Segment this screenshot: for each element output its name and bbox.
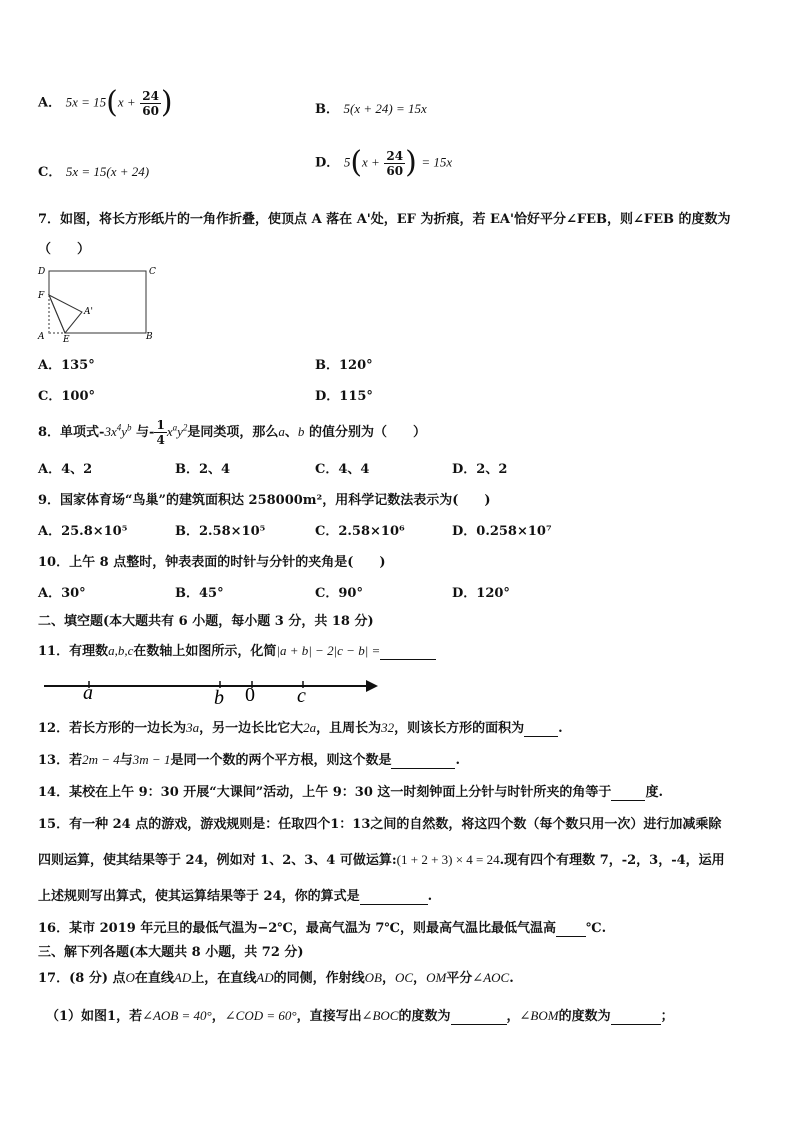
denominator: 60 xyxy=(142,103,159,118)
text: ，直接写出 xyxy=(296,1009,362,1024)
text: 、 xyxy=(284,425,298,440)
text: 8．单项式- xyxy=(38,425,105,440)
answer-blank[interactable] xyxy=(380,644,436,660)
answer-blank[interactable] xyxy=(451,1009,507,1025)
text: 的度数为 xyxy=(398,1009,451,1024)
text: ，另一边长比它大 xyxy=(199,721,304,736)
section-heading: 三、解下列各题(本大题共 8 小题，共 72 分) xyxy=(38,945,304,960)
fraction xyxy=(140,89,161,118)
text: 是同类项，那么 xyxy=(187,425,279,440)
math-text: AD xyxy=(173,970,192,985)
text: 四则运算，使其结果等于 24，例如对 1、2、3、4 可做运算: xyxy=(38,853,397,868)
text: 在数轴上如图所示，化简 xyxy=(133,644,277,659)
q15-line1: 15．有一种 24 点的游戏，游戏规则是：任取四个1：13之间的自然数，将这四个数（每个数只用一次）进行加减乘除 xyxy=(38,817,722,832)
math-text: (1 + 2 + 3) × 4 = 24 xyxy=(396,852,500,867)
q7-option-d: D．115° xyxy=(315,389,373,404)
answer-blank[interactable] xyxy=(611,785,645,801)
math-text: 32 xyxy=(381,720,395,735)
denominator: 4 xyxy=(156,433,165,447)
math-text: ∠AOC xyxy=(472,970,510,985)
math-text: 3x xyxy=(104,424,117,439)
math-text: 2a xyxy=(303,720,317,735)
math-text: 3m − 1 xyxy=(132,752,171,767)
q11-stem xyxy=(38,640,436,660)
q12-stem xyxy=(38,717,563,737)
math-text: O xyxy=(125,970,135,985)
text: . xyxy=(558,721,563,736)
math-text: y xyxy=(177,424,183,439)
answer-blank[interactable] xyxy=(524,721,558,737)
math-text: ∠AOB = 40° xyxy=(142,1008,212,1023)
q8-option-d: D．2、2 xyxy=(452,462,508,477)
text: ， xyxy=(211,1009,225,1024)
text: 与- xyxy=(136,425,155,440)
math-text: a,b,c xyxy=(108,643,134,658)
math-text: 5x = 15(x + 24) xyxy=(65,164,150,179)
label-a: A xyxy=(38,332,45,342)
q8-option-a: A．4、2 xyxy=(38,462,93,477)
text: 度. xyxy=(645,785,663,800)
answer-blank[interactable] xyxy=(556,921,586,937)
text: ，且周长为 xyxy=(316,721,382,736)
number-line xyxy=(40,676,385,706)
text: ，则该长方形的面积为 xyxy=(394,721,525,736)
label-b: B xyxy=(146,332,153,342)
q10-option-b: B．45° xyxy=(175,586,224,601)
text: 在直线 xyxy=(134,971,174,986)
text: 13．若 xyxy=(38,753,83,768)
q10-stem: 10．上午 8 点整时，钟表表面的时针与分针的夹角是( ) xyxy=(38,555,386,570)
q10-option-c: C．90° xyxy=(315,586,363,601)
text: 11．有理数 xyxy=(38,644,109,659)
math-text: ∠BOC xyxy=(361,1008,399,1023)
math-text: 2m − 4 xyxy=(82,752,120,767)
option-label: C． xyxy=(38,165,62,180)
q7-paren: （ ） xyxy=(38,242,91,257)
q6-option-a xyxy=(38,85,173,120)
q15-line2 xyxy=(38,849,725,868)
option-label: A． xyxy=(38,95,62,111)
math-text: = 15x xyxy=(421,154,453,170)
q10-option-d: D．120° xyxy=(452,586,510,601)
text: 14．某校在上午 9：30 开展“大课间”活动，上午 9：30 这一时刻钟面上分针与时针所夹的角等于 xyxy=(38,785,612,800)
math-text: 3a xyxy=(186,720,200,735)
math-text: ∠COD = 60° xyxy=(224,1008,297,1023)
text: 的值分别为（ ） xyxy=(308,425,426,440)
label-b: b xyxy=(214,687,224,706)
q7-stem: 7．如图，将长方形纸片的一角作折叠，使顶点 A 落在 A'处，EF 为折痕，若 EA'恰好平分∠FEB，则∠FEB 的度数为 xyxy=(38,212,731,227)
math-text: x xyxy=(166,424,173,439)
q15-line3 xyxy=(38,885,432,905)
paren-close: ) xyxy=(160,85,173,120)
option-label: D． xyxy=(315,155,340,171)
fraction xyxy=(154,418,166,447)
crease-ef xyxy=(49,295,65,333)
label-c: c xyxy=(297,685,306,706)
math-text: AD xyxy=(256,970,274,985)
math-text: a xyxy=(278,424,285,439)
q7-figure xyxy=(34,262,164,342)
math-text: y xyxy=(121,424,128,439)
text: .现有四个有理数 7，-2，3，-4，运用 xyxy=(499,853,725,868)
q9-option-d: D．0.258×10⁷ xyxy=(452,524,552,539)
numerator: 24 xyxy=(142,88,159,103)
text: 12．若长方形的一边长为 xyxy=(38,721,187,736)
answer-blank[interactable] xyxy=(360,889,428,905)
q16-stem xyxy=(38,917,606,937)
math-text: b xyxy=(297,424,305,439)
section-heading: 二、填空题(本大题共有 6 小题，每小题 3 分，共 18 分) xyxy=(38,614,374,629)
q7-option-a: A．135° xyxy=(38,358,95,373)
q6-option-b xyxy=(315,98,427,117)
paren-open: ( xyxy=(106,85,118,120)
math-text: OB xyxy=(364,970,382,985)
math-text: OM xyxy=(426,970,447,985)
label-a-prime: A' xyxy=(84,307,93,317)
q17-stem xyxy=(38,967,514,986)
option-label: B． xyxy=(315,102,339,117)
exponent: 2 xyxy=(182,422,188,433)
text: 17．(8 分) 点 xyxy=(38,971,126,986)
exponent: a xyxy=(172,422,178,433)
math-text: x + xyxy=(117,94,136,110)
arrow-head xyxy=(366,680,378,692)
text: . xyxy=(427,889,433,904)
math-text: 5x = 15 xyxy=(65,94,107,110)
label-a: a xyxy=(83,682,93,704)
exponent: b xyxy=(127,422,132,433)
q9-stem: 9．国家体育场“鸟巢”的建筑面积达 258000m²，用科学记数法表示为( ) xyxy=(38,493,491,508)
math-text: x + xyxy=(362,154,380,170)
answer-blank[interactable] xyxy=(611,1009,661,1025)
q9-option-a: A．25.8×10⁵ xyxy=(38,524,128,539)
text: （1）如图1，若 xyxy=(46,1009,143,1024)
q6-option-c xyxy=(38,161,149,180)
folded-triangle xyxy=(49,295,82,333)
paren-open: ( xyxy=(350,145,363,180)
math-text: OC xyxy=(394,970,414,985)
paren-close: ) xyxy=(405,145,417,180)
text: 上，在直线 xyxy=(191,971,257,986)
q6-option-d xyxy=(315,145,453,180)
text: ℃. xyxy=(586,921,607,936)
q14-stem xyxy=(38,781,663,801)
math-text: 5 xyxy=(343,154,351,170)
label-f: F xyxy=(38,291,45,301)
text: 16．某市 2019 年元旦的最低气温为−2℃，最高气温为 7℃，则最高气温比最低气温高 xyxy=(38,921,556,936)
fraction xyxy=(384,149,405,178)
q9-option-c: C．2.58×10⁶ xyxy=(315,524,405,539)
text: . xyxy=(455,753,460,768)
label-e: E xyxy=(63,335,70,342)
math-text: 5(x + 24) = 15x xyxy=(343,101,427,116)
math-text: |a + b| − 2|c − b| = xyxy=(276,643,381,658)
text: 上述规则写出算式，使其运算结果等于 24，你的算式是 xyxy=(38,889,360,904)
q17-sub1 xyxy=(46,1005,674,1025)
q8-option-b: B．2、4 xyxy=(175,462,231,477)
q8-stem xyxy=(38,418,426,447)
numerator: 1 xyxy=(156,418,165,432)
label-d: D xyxy=(38,267,46,277)
q9-option-b: B．2.58×10⁵ xyxy=(175,524,266,539)
q7-option-b: B．120° xyxy=(315,358,373,373)
exponent: 4 xyxy=(116,422,122,433)
label-c: C xyxy=(149,267,156,277)
denominator: 60 xyxy=(386,163,404,178)
numerator: 24 xyxy=(386,148,404,163)
q7-option-c: C．100° xyxy=(38,389,95,404)
text: 与 xyxy=(119,753,133,768)
answer-blank[interactable] xyxy=(391,753,455,769)
text: . xyxy=(509,971,514,986)
text: ， xyxy=(413,971,427,986)
text: 平分 xyxy=(446,971,473,986)
text: 是同一个数的两个平方根，则这个数是 xyxy=(170,753,392,768)
q10-option-a: A．30° xyxy=(38,586,86,601)
math-text: ∠BOM xyxy=(519,1008,559,1023)
label-zero: 0 xyxy=(245,684,255,706)
text: ， xyxy=(381,971,395,986)
q8-option-c: C．4、4 xyxy=(315,462,370,477)
q13-stem xyxy=(38,749,460,769)
text: ， xyxy=(506,1009,520,1024)
text: 的同侧，作射线 xyxy=(273,971,365,986)
text: 的度数为 xyxy=(558,1009,611,1024)
text: ； xyxy=(660,1009,674,1024)
